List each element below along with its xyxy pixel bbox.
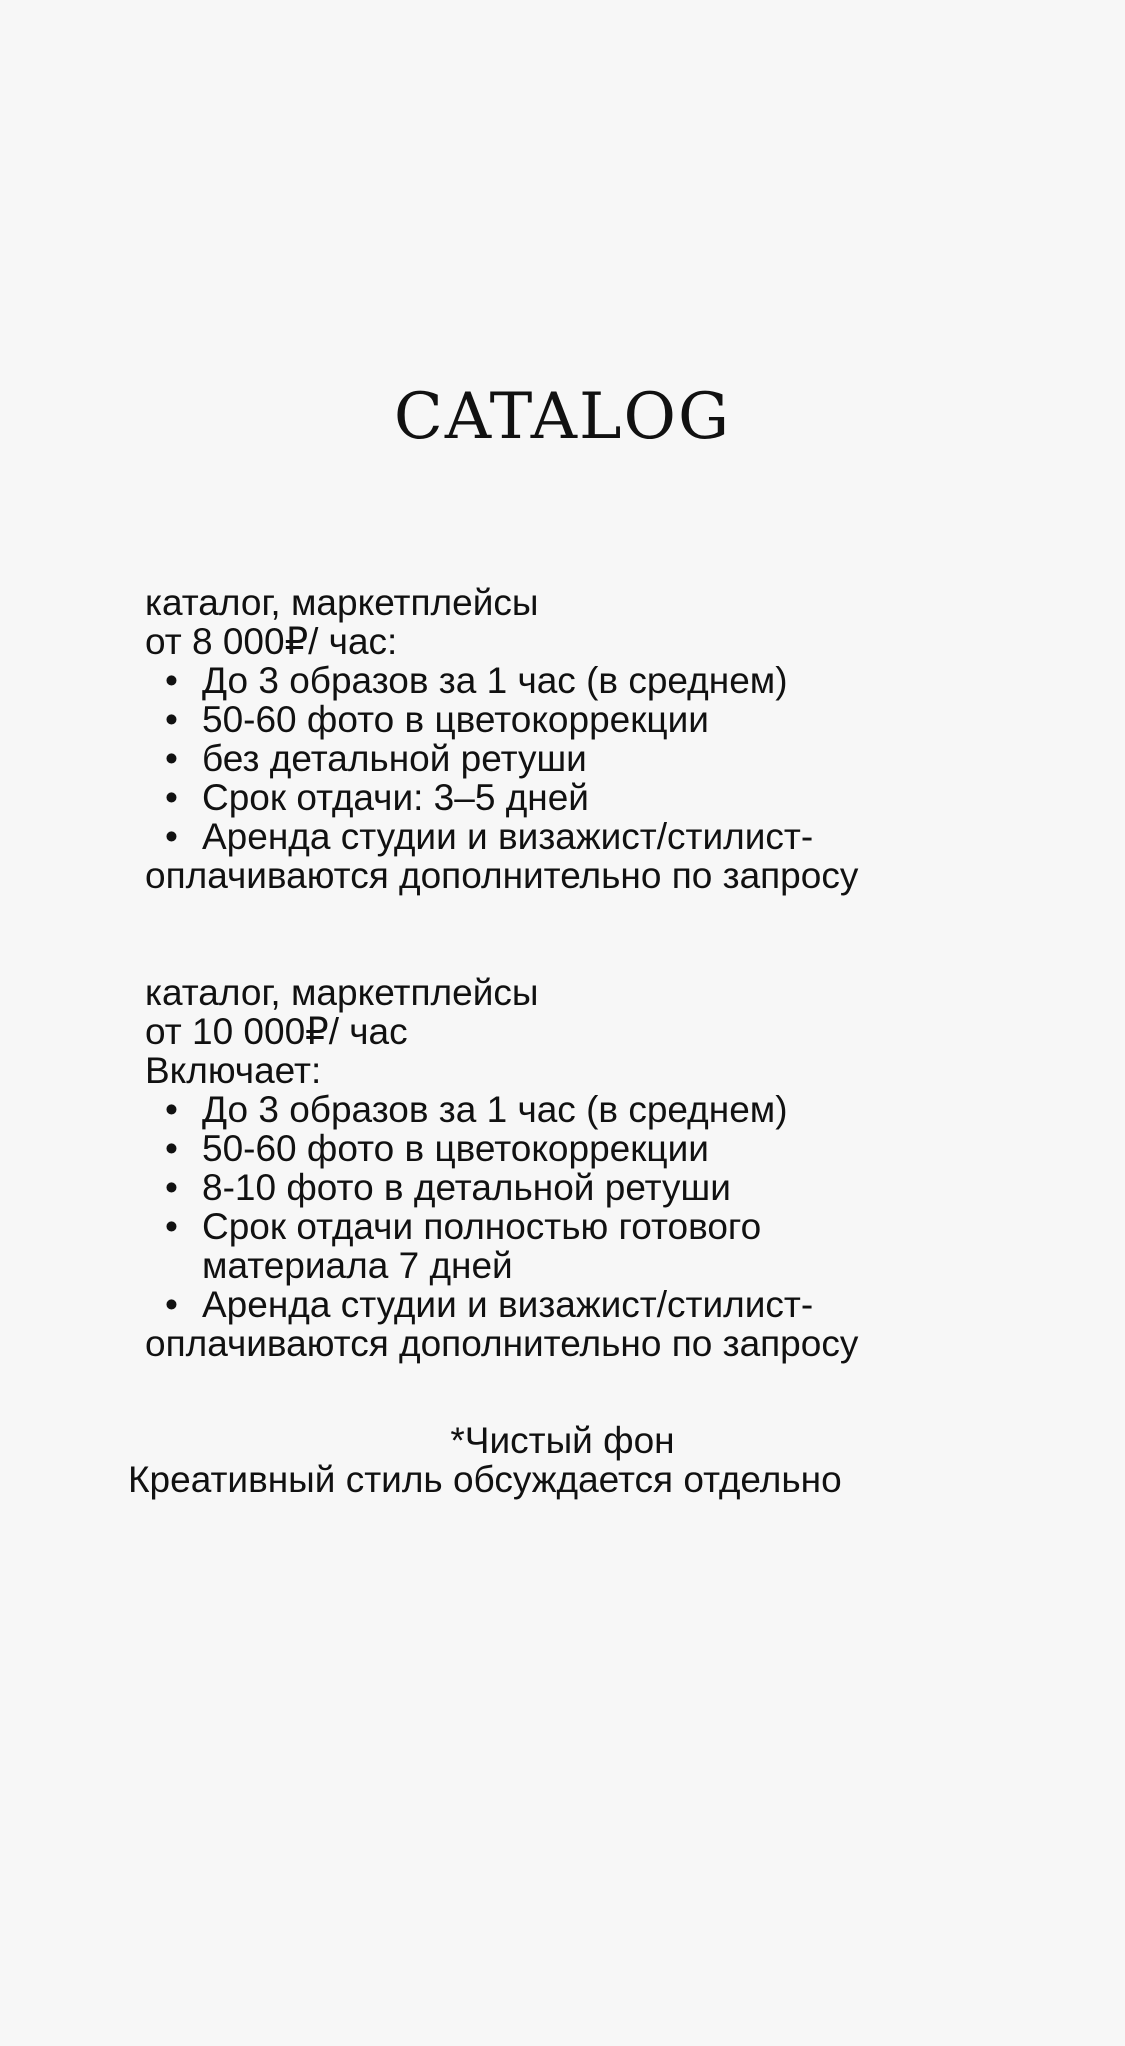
- list-item-continuation: оплачиваются дополнительно по запросу: [145, 1323, 859, 1364]
- list-item-continuation: оплачиваются дополнительно по запросу: [145, 855, 859, 896]
- section-price: от 8 000₽/ час:: [145, 621, 398, 662]
- footnote-creative-style: Креативный стиль обсуждается отдельно: [128, 1459, 842, 1500]
- footnote-background: *Чистый фон: [450, 1420, 675, 1461]
- price-section-basic: [145, 583, 1025, 895]
- section-includes-label: Включает:: [145, 1050, 322, 1091]
- section-heading: каталог, маркетплейсы: [145, 972, 539, 1013]
- list-item: • Срок отдачи полностью готового материала 7 дней: [145, 1207, 922, 1285]
- price-section-premium: [145, 973, 1025, 1363]
- section-price: от 10 000₽/ час: [145, 1011, 408, 1052]
- list-item: • Срок отдачи: 3–5 дней: [145, 778, 1025, 817]
- list-item: • 8-10 фото в детальной ретуши: [145, 1168, 1025, 1207]
- section-heading: каталог, маркетплейсы: [145, 582, 539, 623]
- list-item: • До 3 образов за 1 час (в среднем): [145, 661, 1025, 700]
- list-item: • 50-60 фото в цветокоррекции: [145, 1129, 1025, 1168]
- list-item: • без детальной ретуши: [145, 739, 1025, 778]
- feature-list: [145, 1090, 1025, 1363]
- list-item: • До 3 образов за 1 час (в среднем): [145, 1090, 1025, 1129]
- feature-list: [145, 661, 1025, 895]
- list-item: • Аренда студии и визажист/стилист- оплачиваются дополнительно по запросу: [145, 817, 1025, 895]
- list-item: • 50-60 фото в цветокоррекции: [145, 700, 1025, 739]
- page-title: CATALOG: [393, 380, 732, 454]
- list-item: • Аренда студии и визажист/стилист- оплачиваются дополнительно по запросу: [145, 1285, 1025, 1363]
- footnote: [0, 1421, 1125, 1499]
